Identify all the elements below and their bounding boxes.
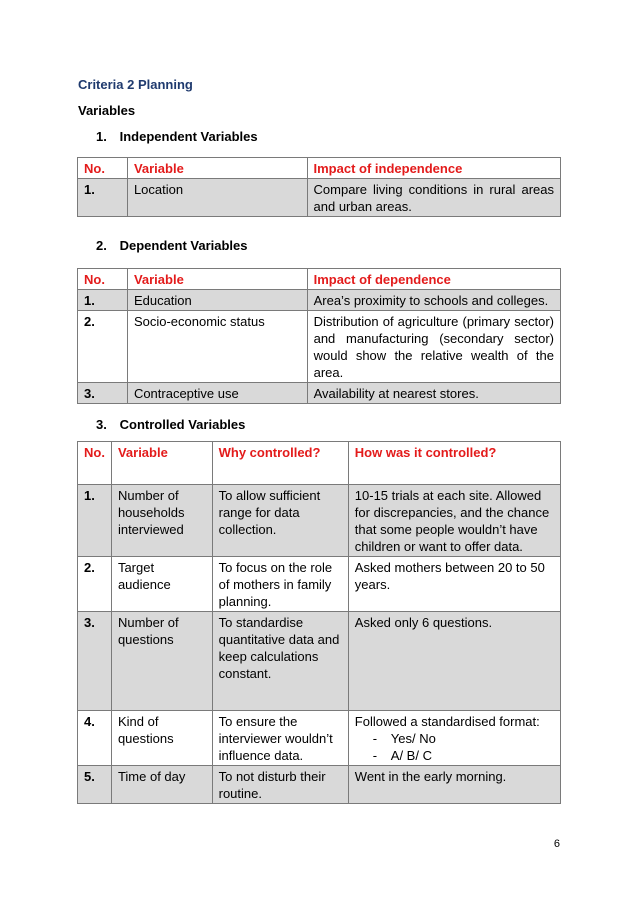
table-row: [78, 179, 561, 217]
cell-no: 3.: [78, 612, 112, 711]
table-row: [78, 711, 561, 766]
col-header-no: No.: [78, 158, 128, 179]
table-row: [78, 612, 561, 711]
cell-variable: Time of day: [111, 766, 212, 804]
controlled-number: 3.: [96, 417, 107, 432]
cell-no: 1.: [78, 290, 128, 311]
table-header-row: [78, 158, 561, 179]
dependent-table: [77, 268, 561, 404]
dependent-heading: [96, 238, 248, 253]
page-number: 6: [553, 838, 560, 850]
cell-variable: Number of households interviewed: [111, 485, 212, 557]
list-item: - A/ B/ C: [373, 747, 554, 764]
independent-table: [77, 157, 561, 217]
section-title: Criteria 2 Planning: [78, 77, 193, 92]
cell-impact: Distribution of agriculture (primary sector) and manufacturing (secondary sector) would show the relative wealth of the area.: [307, 311, 560, 383]
cell-variable: Socio-economic status: [127, 311, 307, 383]
table-row: [78, 383, 561, 404]
cell-no: 3.: [78, 383, 128, 404]
table-header-row: [78, 269, 561, 290]
col-header-variable: Variable: [111, 442, 212, 485]
independent-number: 1.: [96, 129, 107, 144]
cell-variable: Target audience: [111, 557, 212, 612]
col-header-impact: Impact of independence: [307, 158, 560, 179]
col-header-why: Why controlled?: [212, 442, 348, 485]
cell-how: 10-15 trials at each site. Allowed for discrepancies, and the chance that some people wouldn’t have children or want to offer data.: [348, 485, 560, 557]
format-list: [355, 730, 554, 764]
col-header-variable: Variable: [127, 158, 307, 179]
table-row: [78, 311, 561, 383]
cell-no: 4.: [78, 711, 112, 766]
table-header-row: [78, 442, 561, 485]
list-item: - Yes/ No: [373, 730, 554, 747]
cell-no: 2.: [78, 557, 112, 612]
cell-how: Asked only 6 questions.: [348, 612, 560, 711]
cell-how: Asked mothers between 20 to 50 years.: [348, 557, 560, 612]
independent-heading: [96, 129, 258, 144]
cell-impact: Compare living conditions in rural areas and urban areas.: [307, 179, 560, 217]
cell-no: 1.: [78, 179, 128, 217]
cell-variable: Education: [127, 290, 307, 311]
cell-how: [348, 711, 560, 766]
cell-why: To ensure the interviewer wouldn’t influence data.: [212, 711, 348, 766]
how-text: Followed a standardised format:: [354, 714, 540, 729]
controlled-table: [77, 441, 561, 804]
col-header-impact: Impact of dependence: [307, 269, 560, 290]
cell-no: 1.: [78, 485, 112, 557]
table-row: [78, 766, 561, 804]
col-header-variable: Variable: [127, 269, 307, 290]
cell-variable: Number of questions: [111, 612, 212, 711]
controlled-title: Controlled Variables: [119, 417, 246, 432]
col-header-no: No.: [78, 442, 112, 485]
cell-variable: Kind of questions: [111, 711, 212, 766]
col-header-no: No.: [78, 269, 128, 290]
cell-why: To standardise quantitative data and keep calculations constant.: [212, 612, 348, 711]
table-row: [78, 290, 561, 311]
col-header-how: How was it controlled?: [348, 442, 560, 485]
dependent-title: Dependent Variables: [119, 238, 248, 253]
cell-why: To not disturb their routine.: [212, 766, 348, 804]
cell-variable: Contraceptive use: [127, 383, 307, 404]
table-row: [78, 557, 561, 612]
cell-impact: Availability at nearest stores.: [307, 383, 560, 404]
controlled-heading: [96, 417, 245, 432]
cell-impact: Area’s proximity to schools and colleges.: [307, 290, 560, 311]
independent-title: Independent Variables: [119, 129, 258, 144]
cell-why: To allow sufficient range for data collection.: [212, 485, 348, 557]
cell-no: 5.: [78, 766, 112, 804]
table-row: [78, 485, 561, 557]
cell-variable: Location: [127, 179, 307, 217]
dependent-number: 2.: [96, 238, 107, 253]
cell-why: To focus on the role of mothers in family planning.: [212, 557, 348, 612]
cell-no: 2.: [78, 311, 128, 383]
variables-heading: Variables: [78, 103, 136, 118]
cell-how: Went in the early morning.: [348, 766, 560, 804]
